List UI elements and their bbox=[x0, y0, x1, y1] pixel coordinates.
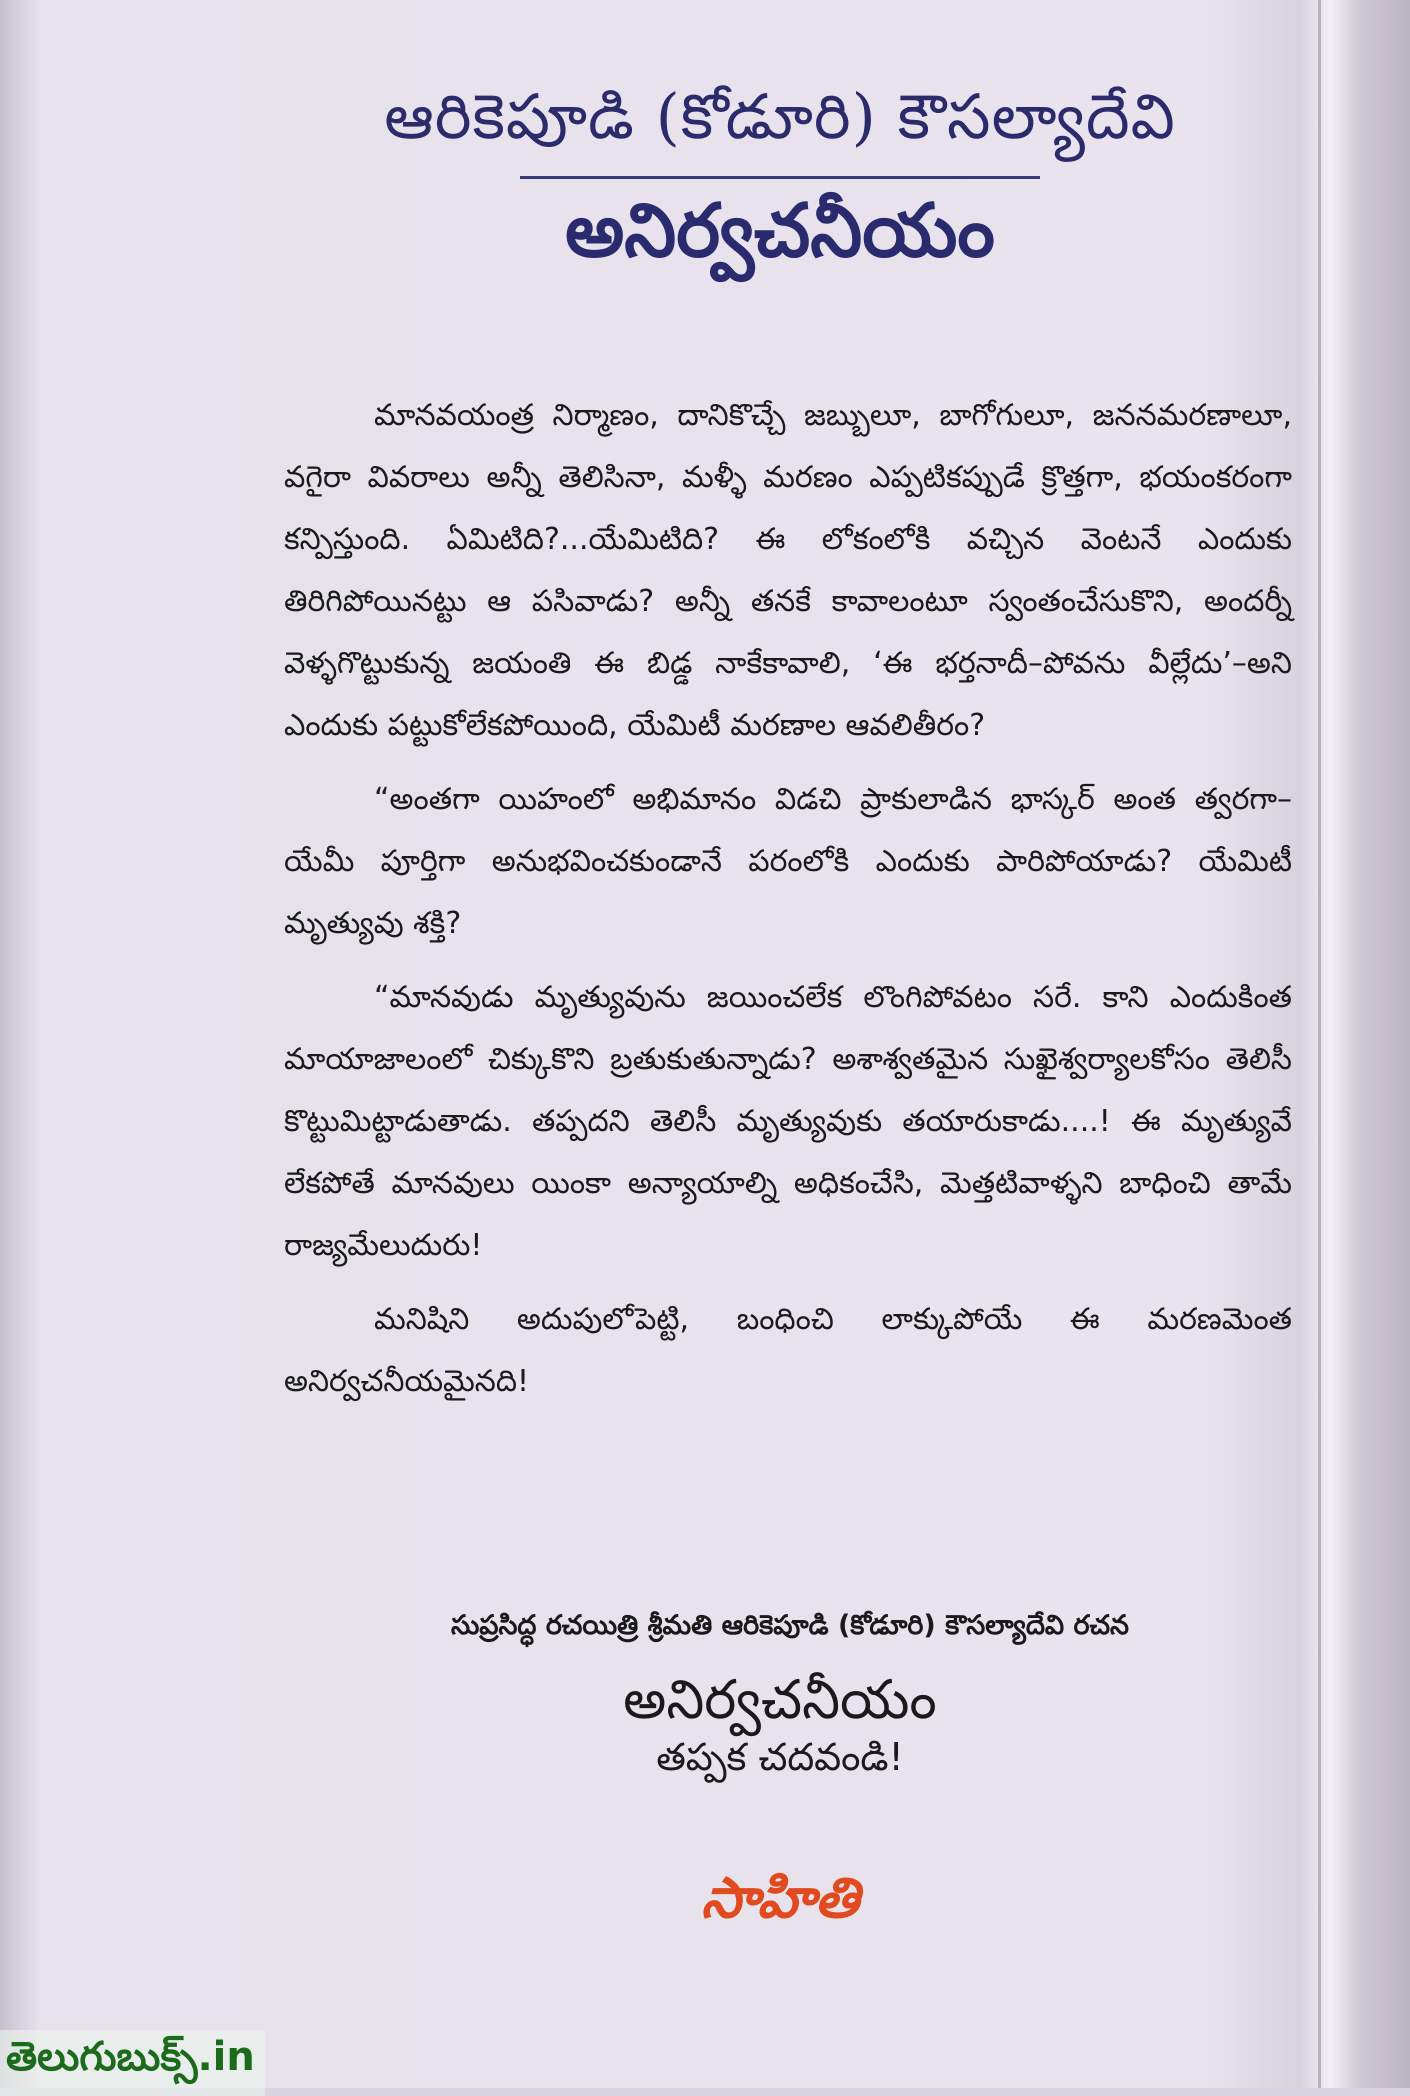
blurb bbox=[284, 385, 1292, 1425]
call-to-action: తప్పక చదవండి! bbox=[656, 1735, 904, 1779]
publisher-logo: సాహితి bbox=[701, 1865, 859, 1931]
blurb-paragraph-1: మానవయంత్ర నిర్మాణం, దానికొచ్చే జబ్బులూ, బాగోగులూ, జననమరణాలూ, వగైరా వివరాలు అన్నీ తెలిసినా, మళ్ళీ మరణం ఎప్పటికప్పుడే క్రొత్తగా, భయంకరంగా కన్పిస్తుంది. ఏమిటిది?...యేమిటిది? ఈ లోకంలోకి వచ్చిన వెంటనే ఎందుకు తిరిగిపోయినట్టు ఆ పసివాడు? అన్నీ తనకే కావాలంటూ స్వంతంచేసుకొని, అందర్నీ వెళ్ళగొట్టుకున్న జయంతి ఈ బిడ్డ నాకేకావాలి, ‘ఈ భర్తనాదీ–పోవను వీల్లేదు’–అని ఎందుకు పట్టుకోలేకపోయింది, యేమిటీ మరణాల ఆవలితీరం? bbox=[284, 398, 1292, 743]
title-divider bbox=[520, 176, 1040, 179]
blurb-paragraph-4: మనిషిని అదుపులోపెట్టి, బంధించి లాక్కుపోయే ఈ మరణమెంత అనిర్వచనీయమైనది! bbox=[284, 1302, 1292, 1399]
blurb-paragraph-3: “మానవుడు మృత్యువును జయించలేక లొంగిపోవటం సరే. కాని ఎందుకింత మాయాజాలంలో చిక్కుకొని బ్రతుకుతున్నాడు? అశాశ్వతమైన సుఖైశ్వర్యాలకోసం తెలిసీ కొట్టుమిట్టాడుతాడు. తప్పదని తెలిసీ మృత్యువుకు తయారుకాడు....! ఈ మృత్యువే లేకపోతే మానవులు యింకా అన్యాయాల్ని అధికంచేసి, మెత్తటివాళ్ళని బాధించి తామే రాజ్యమేలుదురు! bbox=[284, 980, 1292, 1263]
blurb-paragraph-2: “అంతగా యిహంలో అభిమానం విడచి ప్రాకులాడిన భాస్కర్ అంత త్వరగా–యేమీ పూర్తిగా అనుభవించకుండానే పరంలోకి ఎందుకు పారిపోయాడు? యేమిటీ మృత్యువు శక్తి? bbox=[284, 782, 1292, 941]
author-name: ఆరికెపూడి (కోడూరి) కౌసల్యాదేవి bbox=[384, 80, 1176, 153]
site-watermark: తెలుగుబుక్స్.in bbox=[0, 2030, 265, 2096]
spine-edge bbox=[1318, 0, 1321, 2088]
byline: సుప్రసిద్ధ రచయిత్రి శ్రీమతి ఆరికెపూడి (కోడూరి) కౌసల్యాదేవి రచన bbox=[450, 1610, 1130, 1641]
book-title: అనిర్వచనీయం bbox=[565, 188, 995, 274]
book-title-repeat: అనిర్వచనీయం bbox=[623, 1668, 937, 1731]
